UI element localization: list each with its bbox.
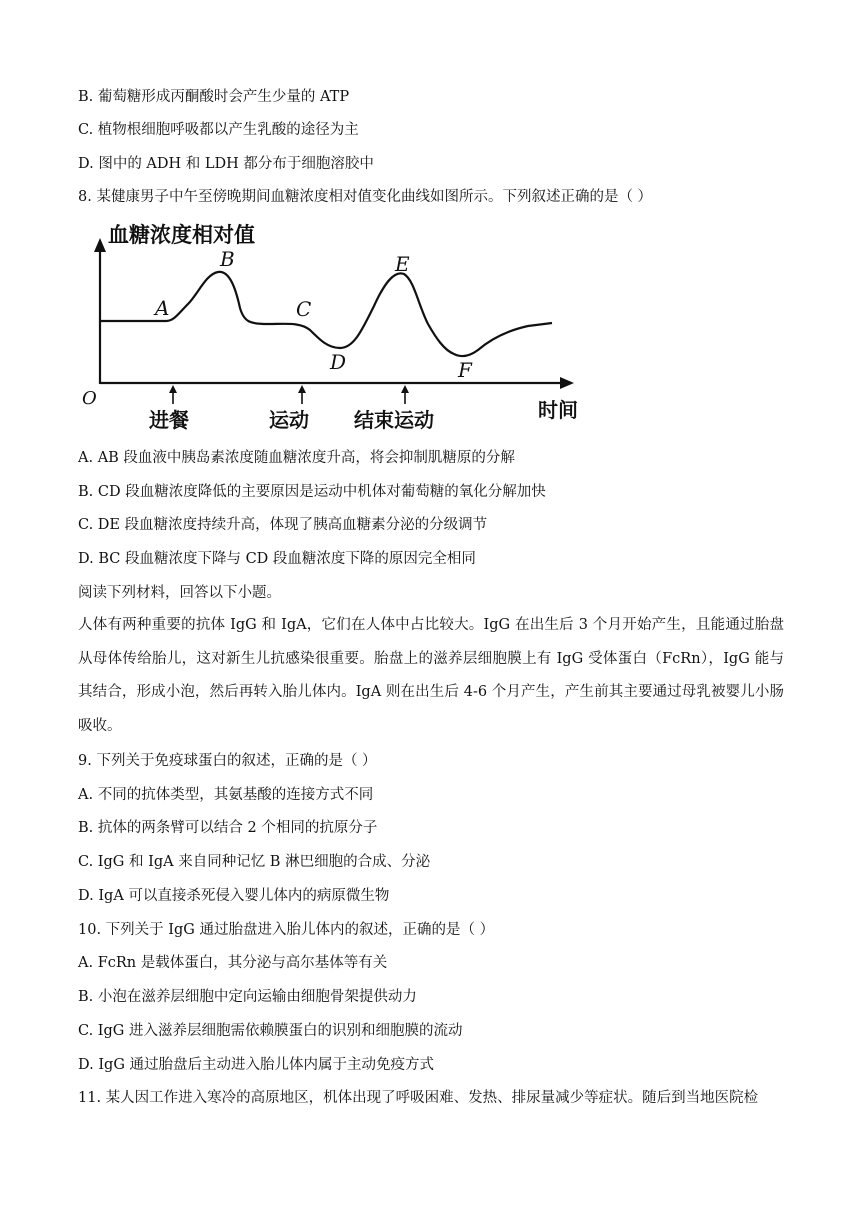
q8-option-b: B. CD 段血糖浓度降低的主要原因是运动中机体对葡萄糖的氧化分解加快 <box>78 484 546 500</box>
q7-option-b: B. 葡萄糖形成丙酮酸时会产生少量的 ATP <box>78 89 350 105</box>
point-label-b: B <box>220 247 235 271</box>
q9-stem: 9. 下列关于免疫球蛋白的叙述，正确的是（ ） <box>78 753 377 769</box>
q9-option-b: B. 抗体的两条臂可以结合 2 个相同的抗原分子 <box>78 820 378 836</box>
event-label-exercise: 运动 <box>269 408 309 432</box>
event-label-end-exercise: 结束运动 <box>354 408 434 432</box>
q8-stem: 8. 某健康男子中午至傍晚期间血糖浓度相对值变化曲线如图所示。下列叙述正确的是（ ） <box>78 189 653 205</box>
q7-option-d: D. 图中的 ADH 和 LDH 都分布于细胞溶胶中 <box>78 156 374 172</box>
q8-option-d: D. BC 段血糖浓度下降与 CD 段血糖浓度下降的原因完全相同 <box>78 551 476 567</box>
x-axis-label: 时间 <box>538 398 578 422</box>
q10-option-c: C. IgG 进入滋养层细胞需依赖膜蛋白的识别和细胞膜的流动 <box>78 1023 463 1039</box>
event-marker-meal <box>169 385 177 404</box>
x-axis-arrow <box>560 377 574 389</box>
point-label-a: A <box>155 296 170 320</box>
point-label-f: F <box>458 358 472 382</box>
material-paragraph: 人体有两种重要的抗体 IgG 和 IgA，它们在人体中占比较大。IgG 在出生后 3 个月开始产生，且能通过胎盘从母体传给胎儿，这对新生儿抗感染很重要。胎盘上的滋养层细胞膜上有 IgG 受体蛋白（FcRn），IgG 能与其结合，形成小泡，然后再转入胎儿体内。IgA 则在出生后 4-6 个月产生，产生前其主要通过母乳被婴儿小肠吸收。 <box>78 617 784 734</box>
event-label-meal: 进餐 <box>149 408 189 432</box>
q9-option-c: C. IgG 和 IgA 来自同种记忆 B 淋巴细胞的合成、分泌 <box>78 854 431 870</box>
point-label-e: E <box>395 252 410 276</box>
q9-option-d: D. IgA 可以直接杀死侵入婴儿体内的病原微生物 <box>78 888 390 904</box>
q10-option-a: A. FcRn 是载体蛋白，其分泌与高尔基体等有关 <box>78 955 388 971</box>
q10-stem: 10. 下列关于 IgG 通过胎盘进入胎儿体内的叙述，正确的是（ ） <box>78 922 495 938</box>
q10-option-b: B. 小泡在滋养层细胞中定向运输由细胞骨架提供动力 <box>78 989 417 1005</box>
y-axis-label: 血糖浓度相对值 <box>108 223 255 247</box>
q8-option-a: A. AB 段血液中胰岛素浓度随血糖浓度升高，将会抑制肌糖原的分解 <box>78 450 515 466</box>
event-marker-end-exercise <box>401 385 409 404</box>
event-marker-exercise <box>298 385 306 404</box>
y-axis-arrow <box>94 238 106 252</box>
q7-option-c: C. 植物根细胞呼吸都以产生乳酸的途径为主 <box>78 122 359 138</box>
q9-option-a: A. 不同的抗体类型，其氨基酸的连接方式不同 <box>78 787 374 803</box>
origin-label: O <box>82 388 97 409</box>
q8-option-c: C. DE 段血糖浓度持续升高，体现了胰高血糖素分泌的分级调节 <box>78 517 488 533</box>
material-intro: 阅读下列材料，回答以下小题。 <box>78 585 281 601</box>
blood-glucose-figure <box>78 218 598 433</box>
q10-option-d: D. IgG 通过胎盘后主动进入胎儿体内属于主动免疫方式 <box>78 1057 435 1073</box>
point-label-d: D <box>330 350 347 374</box>
point-label-c: C <box>296 297 312 321</box>
q11-stem: 11. 某人因工作进入寒冷的高原地区，机体出现了呼吸困难、发热、排尿量减少等症状。随后到当地医院检 <box>78 1090 759 1106</box>
